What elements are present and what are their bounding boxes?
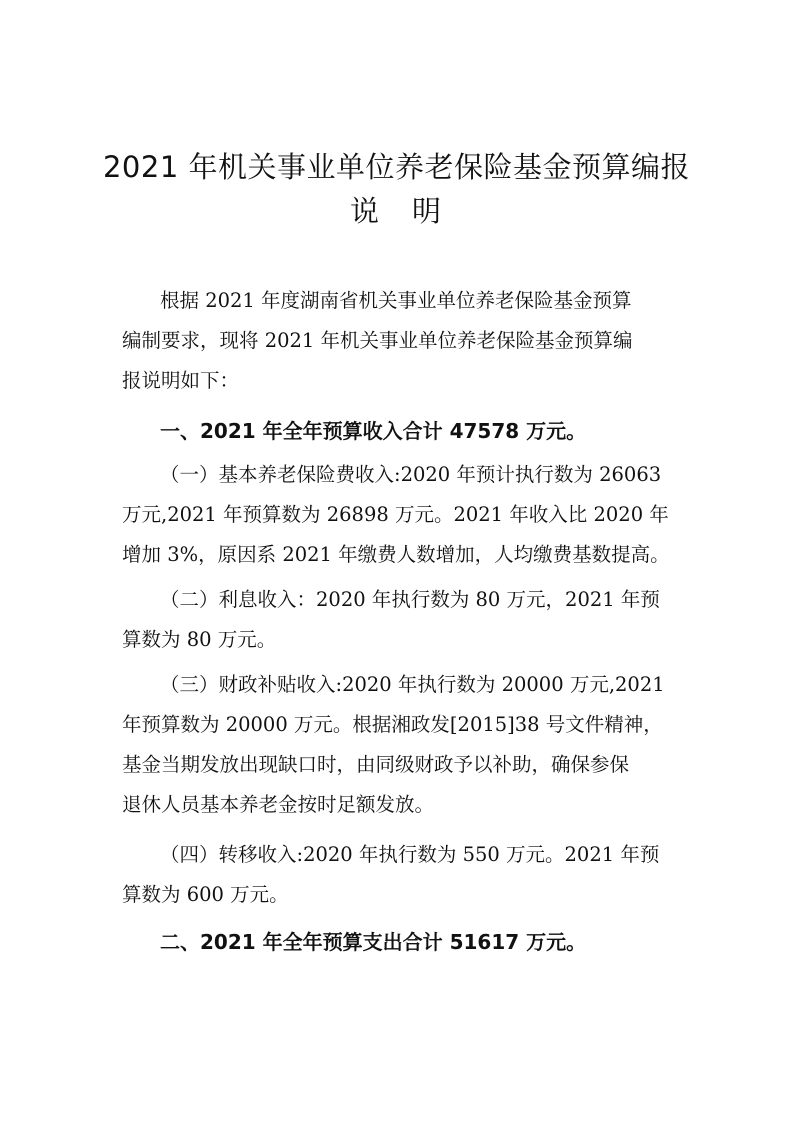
document-title-line-2: 说 明 bbox=[349, 194, 443, 228]
section-2-heading: 二、2021 年全年预算支出合计 51617 万元。 bbox=[160, 930, 587, 954]
intro-line-1: 根据 2021 年度湖南省机关事业单位养老保险基金预算 bbox=[160, 289, 632, 312]
item-3-line-4: 退休人员基本养老金按时足额发放。 bbox=[122, 793, 435, 816]
item-1-line-2: 万元,2021 年预算数为 26898 万元。2021 年收入比 2020 年 bbox=[122, 503, 669, 526]
item-4-line-2: 算数为 600 万元。 bbox=[122, 883, 289, 906]
item-4-line-1: （四）转移收入:2020 年执行数为 550 万元。2021 年预 bbox=[160, 843, 660, 866]
item-2-line-1: （二）利息收入：2020 年执行数为 80 万元，2021 年预 bbox=[160, 588, 660, 611]
item-2-line-2: 算数为 80 万元。 bbox=[122, 628, 277, 651]
item-3-line-1: （三）财政补贴收入:2020 年执行数为 20000 万元,2021 bbox=[160, 673, 665, 696]
item-3-line-3: 基金当期发放出现缺口时，由同级财政予以补助，确保参保 bbox=[122, 753, 630, 776]
intro-line-3: 报说明如下： bbox=[122, 369, 240, 392]
item-1-line-3: 增加 3%，原因系 2021 年缴费人数增加，人均缴费基数提高。 bbox=[122, 543, 670, 566]
document-title-line-1: 2021 年机关事业单位养老保险基金预算编报 bbox=[102, 150, 691, 184]
item-1-line-1: （一）基本养老保险费收入:2020 年预计执行数为 26063 bbox=[160, 463, 662, 486]
item-3-line-2: 年预算数为 20000 万元。根据湘政发[2015]38 号文件精神， bbox=[122, 713, 663, 736]
intro-line-2: 编制要求，现将 2021 年机关事业单位养老保险基金预算编 bbox=[122, 329, 633, 352]
section-1-heading: 一、2021 年全年预算收入合计 47578 万元。 bbox=[160, 419, 587, 443]
